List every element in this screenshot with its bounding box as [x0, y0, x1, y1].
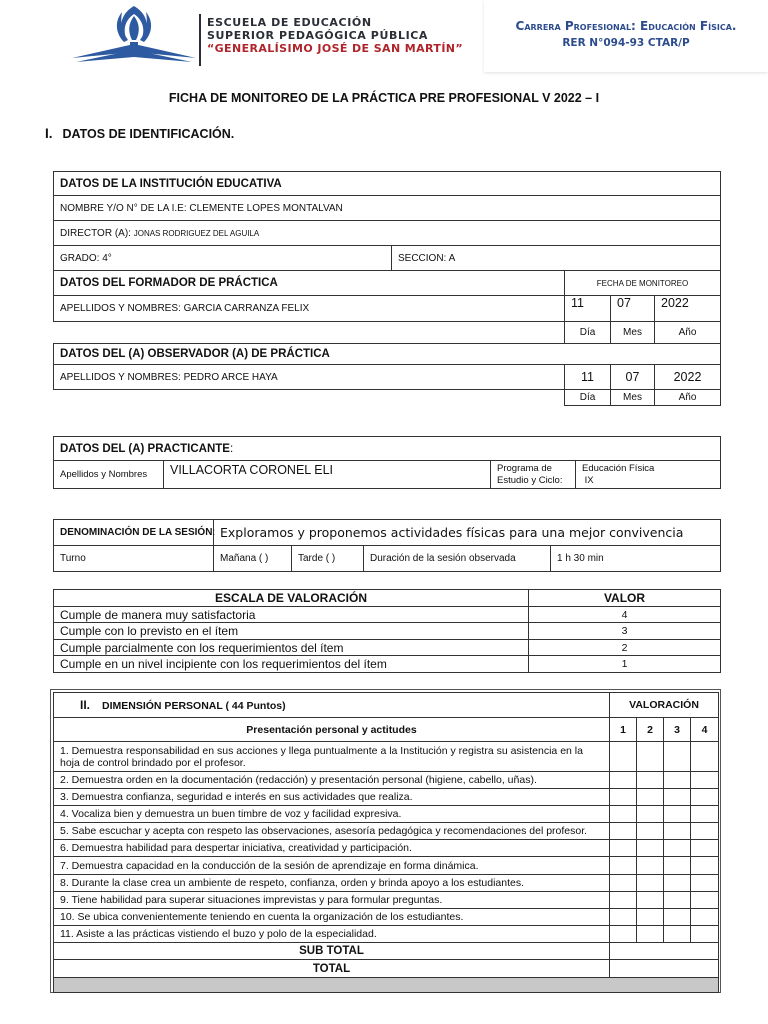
rating-cell[interactable] [637, 823, 664, 840]
rating-cell[interactable] [637, 926, 664, 943]
subheader: Presentación personal y actitudes [54, 718, 610, 742]
duracion-value: 1 h 30 min [551, 546, 721, 572]
criterion-item: 7. Demuestra capacidad en la conducción de la sesión de aprendizaje en forma dinámica. [54, 857, 610, 875]
document-title: FICHA DE MONITOREO DE LA PRÁCTICA PRE PROFESIONAL V 2022 – I [168, 91, 600, 105]
rating-cell[interactable] [637, 789, 664, 806]
scale-row-text: Cumple en un nivel incipiente con los requerimientos del ítem [54, 656, 529, 673]
rating-cell[interactable] [664, 806, 691, 823]
rating-scale-table [53, 589, 721, 673]
rating-cell[interactable] [664, 789, 691, 806]
rating-cell[interactable] [610, 909, 637, 926]
rating-cell[interactable] [691, 875, 719, 892]
seccion-field: SECCION: A [392, 246, 721, 271]
rating-cell[interactable] [610, 823, 637, 840]
criterion-item: 11. Asiste a las prácticas vistiendo el buzo y polo de la especialidad. [54, 926, 610, 943]
observer-anio-label: Año [655, 390, 721, 406]
institution-name: NOMBRE Y/O N° DE LA I.E: CLEMENTE LOPES MONTALVAN [54, 196, 721, 221]
rating-cell[interactable] [664, 857, 691, 875]
session-table [53, 519, 721, 572]
rating-cell[interactable] [664, 823, 691, 840]
subtotal-label: SUB TOTAL [54, 943, 610, 960]
scale-row-value: 1 [529, 656, 721, 673]
formador-mes: 07 [611, 296, 655, 322]
rating-cell[interactable] [691, 742, 719, 772]
rating-cell[interactable] [691, 909, 719, 926]
practicante-table [53, 436, 721, 489]
turno-label: Turno [54, 546, 214, 572]
criterion-item: 10. Se ubica convenientemente teniendo en cuenta la organización de los estudiantes. [54, 909, 610, 926]
rating-cell[interactable] [664, 772, 691, 789]
rating-cell[interactable] [610, 875, 637, 892]
rating-cell[interactable] [610, 772, 637, 789]
rating-cell[interactable] [664, 926, 691, 943]
rating-cell[interactable] [637, 892, 664, 909]
school-name-line1: ESCUELA DE EDUCACIÓN [207, 16, 372, 29]
col-3: 3 [664, 718, 691, 742]
grado-field: GRADO: 4° [54, 246, 392, 271]
rating-cell[interactable] [691, 892, 719, 909]
career-rer: RER N°094-93 CTAR/P [562, 37, 690, 49]
observer-heading: DATOS DEL (A) OBSERVADOR (A) DE PRÁCTICA [54, 344, 721, 365]
criterion-item: 5. Sabe escuchar y acepta con respeto las observaciones, asesoría pedagógica y recomendaciones del profesor. [54, 823, 610, 840]
rating-cell[interactable] [637, 806, 664, 823]
scale-row-text: Cumple de manera muy satisfactoria [54, 607, 529, 623]
rating-cell[interactable] [691, 857, 719, 875]
dimension-title: II. DIMENSIÓN PERSONAL ( 44 Puntos) [54, 693, 610, 718]
total-label: TOTAL [54, 960, 610, 978]
rating-cell[interactable] [691, 926, 719, 943]
subtotal-value[interactable] [610, 943, 719, 960]
director-field: DIRECTOR (A): JONAS RODRIGUEZ DEL AGUILA [54, 221, 721, 246]
rating-cell[interactable] [610, 840, 637, 857]
programa-value: Educación Física IX [576, 461, 721, 489]
criterion-item: 4. Vocaliza bien y demuestra un buen timbre de voz y facilidad expresiva. [54, 806, 610, 823]
rating-cell[interactable] [637, 857, 664, 875]
observer-dia-label: Día [565, 390, 611, 406]
col-1: 1 [610, 718, 637, 742]
rating-cell[interactable] [610, 789, 637, 806]
formador-anio: 2022 [655, 296, 721, 322]
scale-row-value: 4 [529, 607, 721, 623]
rating-cell[interactable] [610, 857, 637, 875]
criterion-item: 1. Demuestra responsabilidad en sus acciones y llega puntualmente a la Institución y registra su asistencia en la hoja de control brindado por el profesor. [54, 742, 610, 772]
observer-mes: 07 [611, 365, 655, 390]
institution-logo [70, 4, 198, 74]
career-box [484, 0, 768, 72]
valoracion-header: VALORACIÓN [610, 693, 719, 718]
rating-cell[interactable] [637, 909, 664, 926]
criterion-item: 3. Demuestra confianza, seguridad e interés en sus actividades que realiza. [54, 789, 610, 806]
rating-cell[interactable] [691, 789, 719, 806]
career-title: Carrera Profesional: Educación Física. [515, 19, 737, 33]
school-name-line3: “GENERALÍSIMO JOSÉ DE SAN MARTÍN” [207, 42, 464, 55]
rating-cell[interactable] [610, 926, 637, 943]
session-name: Exploramos y proponemos actividades físicas para una mejor convivencia [214, 520, 721, 546]
formador-nombres: APELLIDOS Y NOMBRES: GARCIA CARRANZA FELIX [54, 296, 565, 322]
fecha-monitoreo-label: FECHA DE MONITOREO [565, 271, 721, 296]
torch-book-icon [70, 4, 198, 74]
scale-row-value: 2 [529, 640, 721, 656]
rating-cell[interactable] [664, 892, 691, 909]
rating-cell[interactable] [691, 840, 719, 857]
institution-table [53, 171, 721, 344]
institution-heading: DATOS DE LA INSTITUCIÓN EDUCATIVA [54, 172, 721, 196]
col-2: 2 [637, 718, 664, 742]
observer-dia: 11 [565, 365, 611, 390]
rating-cell[interactable] [637, 840, 664, 857]
observer-nombres: APELLIDOS Y NOMBRES: PEDRO ARCE HAYA [54, 365, 565, 390]
rating-cell[interactable] [691, 806, 719, 823]
criterion-item: 8. Durante la clase crea un ambiente de respeto, confianza, orden y brinda apoyo a los estudiantes. [54, 875, 610, 892]
rating-cell[interactable] [637, 742, 664, 772]
rating-cell[interactable] [664, 742, 691, 772]
observer-mes-label: Mes [611, 390, 655, 406]
turno-manana: Mañana ( ) [214, 546, 292, 572]
scale-row-value: 3 [529, 623, 721, 640]
rating-cell[interactable] [664, 909, 691, 926]
rating-cell[interactable] [664, 840, 691, 857]
scale-header: ESCALA DE VALORACIÓN [54, 590, 529, 607]
practicante-nombre: VILLACORTA CORONEL ELI [164, 461, 491, 489]
criterion-item: 6. Demuestra habilidad para despertar iniciativa, creatividad y participación. [54, 840, 610, 857]
value-header: VALOR [529, 590, 721, 607]
dimension-table [53, 692, 719, 993]
practicante-label: Apellidos y Nombres [54, 461, 164, 489]
section-identificacion: I. DATOS DE IDENTIFICACIÓN. [45, 126, 235, 141]
rating-cell[interactable] [637, 875, 664, 892]
rating-cell[interactable] [691, 772, 719, 789]
criterion-item: 2. Demuestra orden en la documentación (redacción) y presentación personal (higiene, cabello, uñas). [54, 772, 610, 789]
observer-table [53, 343, 721, 406]
formador-mes-label: Mes [611, 322, 655, 344]
rating-cell[interactable] [610, 806, 637, 823]
rating-cell[interactable] [610, 892, 637, 909]
col-4: 4 [691, 718, 719, 742]
scale-row-text: Cumple con lo previsto en el ítem [54, 623, 529, 640]
duracion-label: Duración de la sesión observada [364, 546, 551, 572]
total-value[interactable] [610, 960, 719, 978]
formador-dia: 11 [565, 296, 611, 322]
scale-row-text: Cumple parcialmente con los requerimientos del ítem [54, 640, 529, 656]
turno-tarde: Tarde ( ) [292, 546, 364, 572]
observer-anio: 2022 [655, 365, 721, 390]
session-label: DENOMINACIÓN DE LA SESIÓN: [54, 520, 214, 546]
footer-band [54, 978, 719, 993]
formador-anio-label: Año [655, 322, 721, 344]
formador-dia-label: Día [565, 322, 611, 344]
logo-divider [199, 14, 201, 66]
rating-cell[interactable] [691, 823, 719, 840]
school-name-line2: SUPERIOR PEDAGÓGICA PÚBLICA [207, 29, 429, 42]
rating-cell[interactable] [637, 772, 664, 789]
rating-cell[interactable] [610, 742, 637, 772]
criterion-item: 9. Tiene habilidad para superar situaciones imprevistas y para formular preguntas. [54, 892, 610, 909]
formador-heading: DATOS DEL FORMADOR DE PRÁCTICA [54, 271, 565, 296]
practicante-heading: DATOS DEL (A) PRACTICANTE: [54, 437, 721, 461]
programa-label: Programa de Estudio y Ciclo: [491, 461, 576, 489]
rating-cell[interactable] [664, 875, 691, 892]
